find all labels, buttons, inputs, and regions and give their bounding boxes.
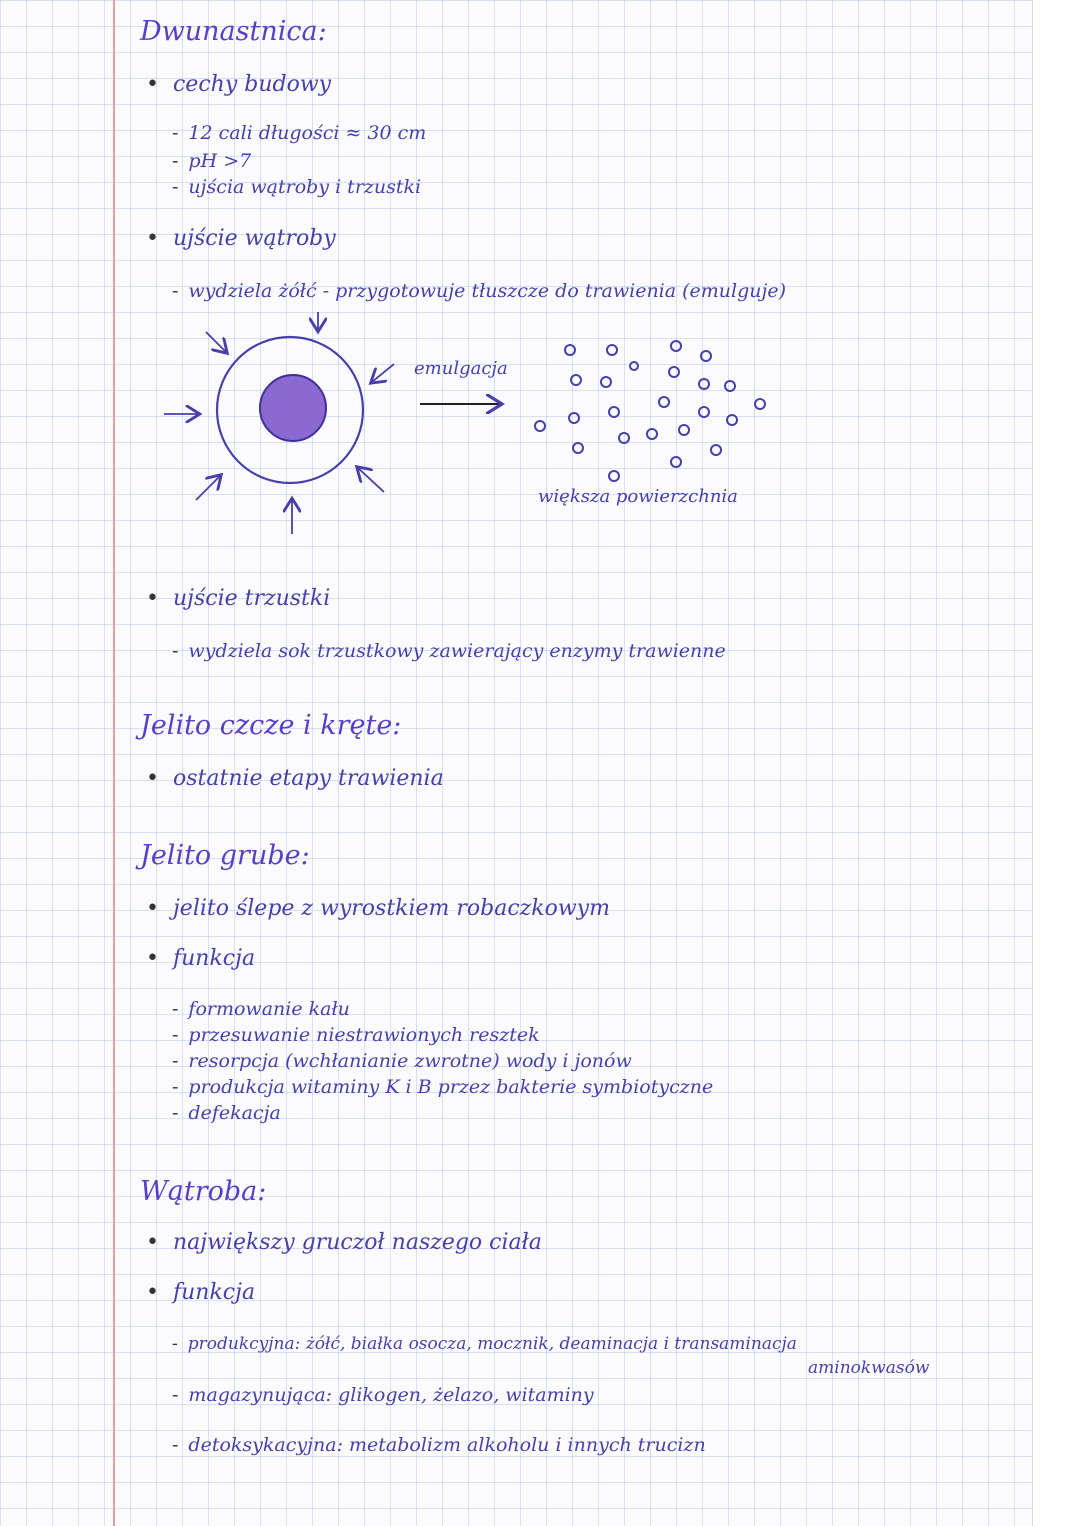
emulsification-diagram (0, 0, 1080, 560)
list-item-detox-function: - detoksykacyjna: metabolizm alkoholu i innych trucizn (172, 1434, 706, 1456)
bullet-pancreas-outlet: • ujście trzustki (146, 586, 330, 611)
list-item-resorption: - resorpcja (wchłanianie zwrotne) wody i jonów (172, 1050, 632, 1072)
diagram-label-larger-surface: większa powierzchnia (538, 486, 738, 507)
list-item-moving-residues: - przesuwanie niestrawionych resztek (172, 1024, 540, 1046)
bullet-largest-gland: • największy gruczoł naszego ciała (146, 1230, 542, 1255)
section-heading-large-intestine: Jelito grube: (140, 840, 310, 871)
list-item-defecation: - defekacja (172, 1102, 281, 1124)
section-heading-small-intestine: Jelito czcze i kręte: (140, 710, 402, 741)
bullet-large-intestine-function: • funkcja (146, 946, 255, 971)
list-item-bile: - wydziela żółć - przygotowuje tłuszcze do trawienia (emulguje) (172, 280, 786, 302)
list-item-feature-outlets: - ujścia wątroby i trzustki (172, 176, 421, 198)
bullet-liver-function: • funkcja (146, 1280, 255, 1305)
list-item-production-function: - produkcyjna: żółć, białka osocza, mocznik, deaminacja i transaminacja (172, 1334, 797, 1354)
fat-droplet (217, 337, 363, 483)
small-fat-droplets (535, 341, 765, 481)
diagram-label-emulsification: emulgacja (414, 358, 508, 379)
section-heading-liver: Wątroba: (140, 1176, 267, 1207)
list-item-stool-formation: - formowanie kału (172, 998, 350, 1020)
list-item-feature-length: - 12 cali długości ≈ 30 cm (172, 122, 426, 144)
list-item-vitamin-production: - produkcja witaminy K i B przez bakterie symbiotyczne (172, 1076, 713, 1098)
bullet-liver-outlet: • ujście wątroby (146, 226, 336, 251)
list-item-pancreatic-juice: - wydziela sok trzustkowy zawierający enzymy trawienne (172, 640, 726, 662)
bullet-features-title: • cechy budowy (146, 72, 331, 97)
list-item-storage-function: - magazynująca: glikogen, żelazo, witaminy (172, 1384, 594, 1406)
list-item-production-continuation: aminokwasów (808, 1358, 930, 1378)
section-heading-duodenum: Dwunastnica: (140, 16, 327, 47)
bullet-last-digestion-stages: • ostatnie etapy trawienia (146, 766, 444, 791)
bullet-cecum: • jelito ślepe z wyrostkiem robaczkowym (146, 896, 610, 921)
list-item-feature-ph: - pH >7 (172, 150, 251, 172)
